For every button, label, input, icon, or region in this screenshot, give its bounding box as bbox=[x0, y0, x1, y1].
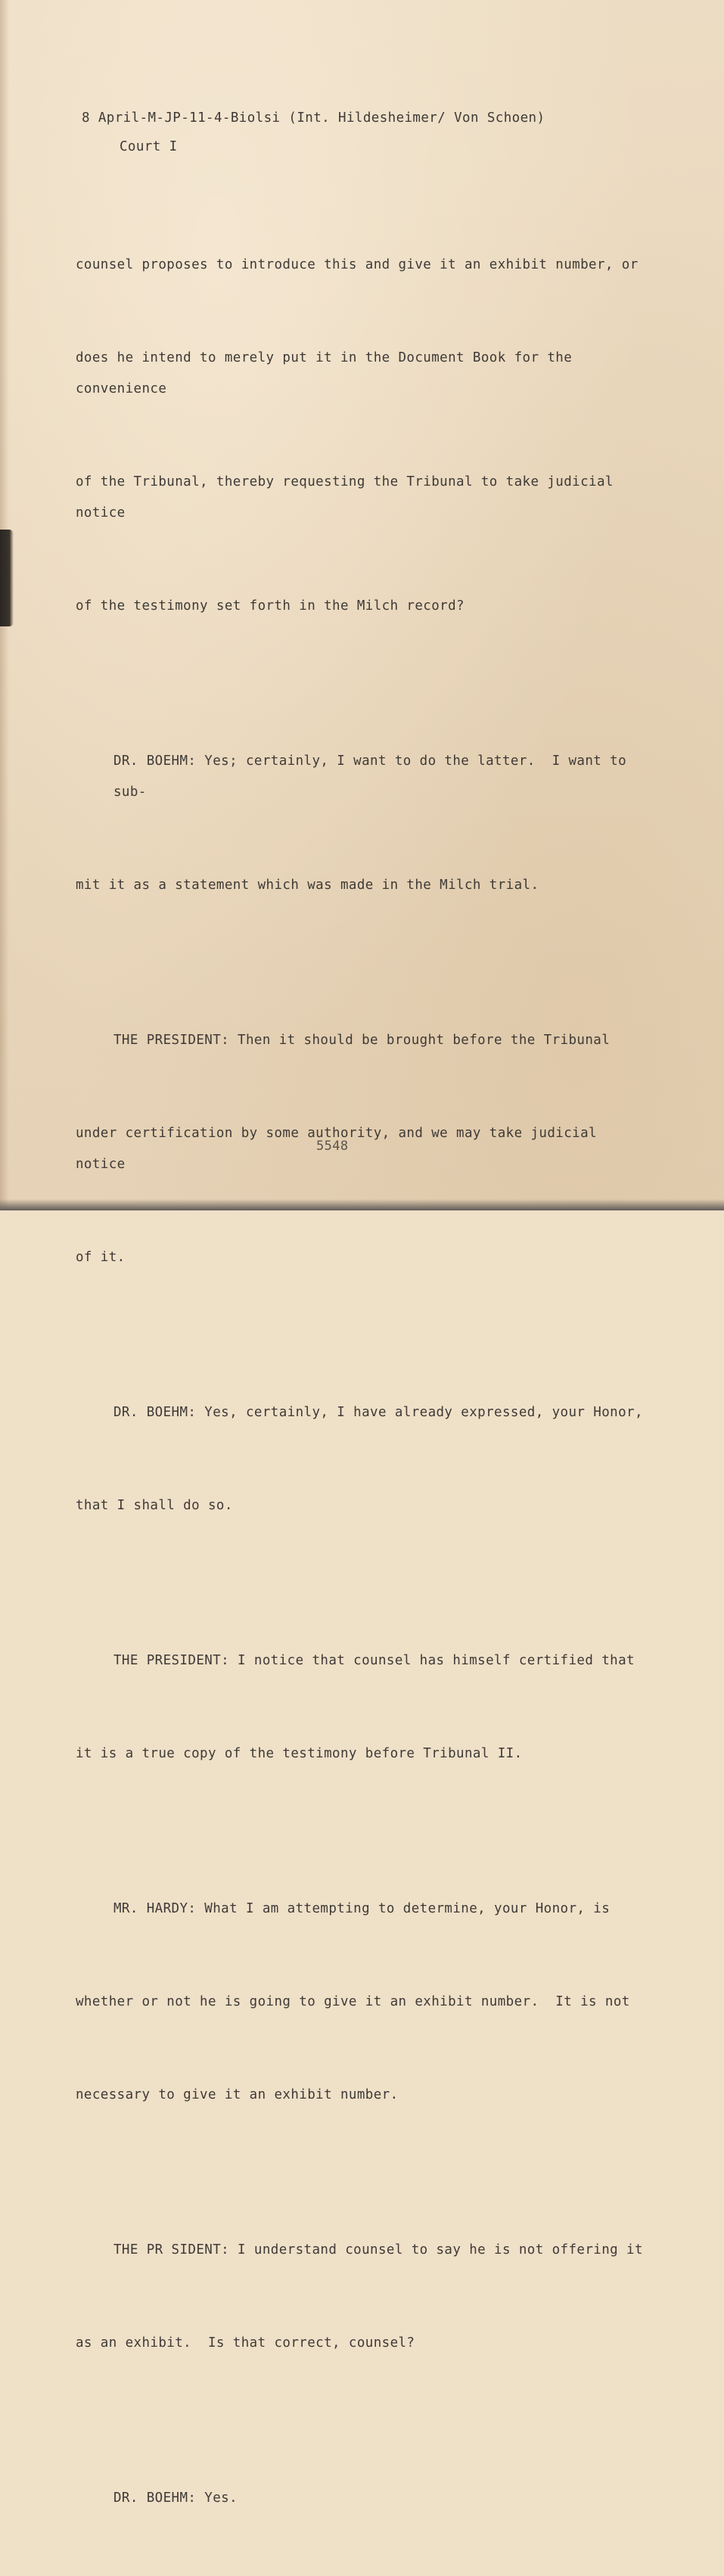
paragraph-4 bbox=[76, 1335, 651, 1583]
text-line: of it. bbox=[76, 1250, 126, 1265]
text-line: of the Tribunal, thereby requesting the Tribunal to take judicial notice bbox=[76, 474, 622, 520]
text-line: whether or not he is going to give it an exhibit number. It is not bbox=[76, 1994, 630, 2009]
text-line: it is a true copy of the testimony before Tribunal II. bbox=[76, 1746, 523, 1761]
text-line: THE PR SIDENT: I understand counsel to say he is not offering it bbox=[113, 2242, 643, 2257]
text-line: counsel proposes to introduce this and give it an exhibit number, or bbox=[76, 257, 639, 272]
paragraph-3 bbox=[76, 963, 651, 1335]
paragraph-6 bbox=[76, 1832, 651, 2173]
paragraph-7 bbox=[76, 2173, 651, 2421]
document-header: 8 April-M-JP-11-4-Biolsi (Int. Hildesheimer/ Von Schoen) bbox=[82, 110, 545, 126]
text-line: DR. BOEHM: Yes; certainly, I want to do the latter. I want to sub- bbox=[113, 754, 635, 800]
text-line: of the testimony set forth in the Milch record? bbox=[76, 598, 465, 614]
transcript-body bbox=[76, 188, 651, 2576]
page-number: 5548 bbox=[316, 1139, 349, 1154]
paragraph-2 bbox=[76, 684, 651, 963]
text-line: mit it as a statement which was made in the Milch trial. bbox=[76, 878, 539, 893]
binding-mark bbox=[0, 530, 14, 626]
paragraph-8 bbox=[76, 2421, 651, 2576]
text-line: necessary to give it an exhibit number. bbox=[76, 2087, 399, 2102]
text-line: that I shall do so. bbox=[76, 1498, 233, 1513]
text-line: as an exhibit. Is that correct, counsel? bbox=[76, 2335, 415, 2351]
text-line: THE PRESIDENT: Then it should be brought before the Tribunal bbox=[113, 1033, 611, 1048]
text-line: DR. BOEHM: Yes. bbox=[113, 2491, 238, 2506]
paragraph-1 bbox=[76, 188, 651, 684]
text-line: MR. HARDY: What I am attempting to determine, your Honor, is bbox=[113, 1901, 611, 1916]
text-line: THE PRESIDENT: I notice that counsel has himself certified that bbox=[113, 1653, 635, 1668]
text-line: under certification by some authority, and we may take judicial notice bbox=[76, 1126, 605, 1172]
court-label: Court I bbox=[120, 139, 178, 154]
text-line: DR. BOEHM: Yes, certainly, I have already expressed, your Honor, bbox=[113, 1405, 643, 1420]
paragraph-5 bbox=[76, 1583, 651, 1832]
text-line: does he intend to merely put it in the Document Book for the convenience bbox=[76, 350, 581, 396]
